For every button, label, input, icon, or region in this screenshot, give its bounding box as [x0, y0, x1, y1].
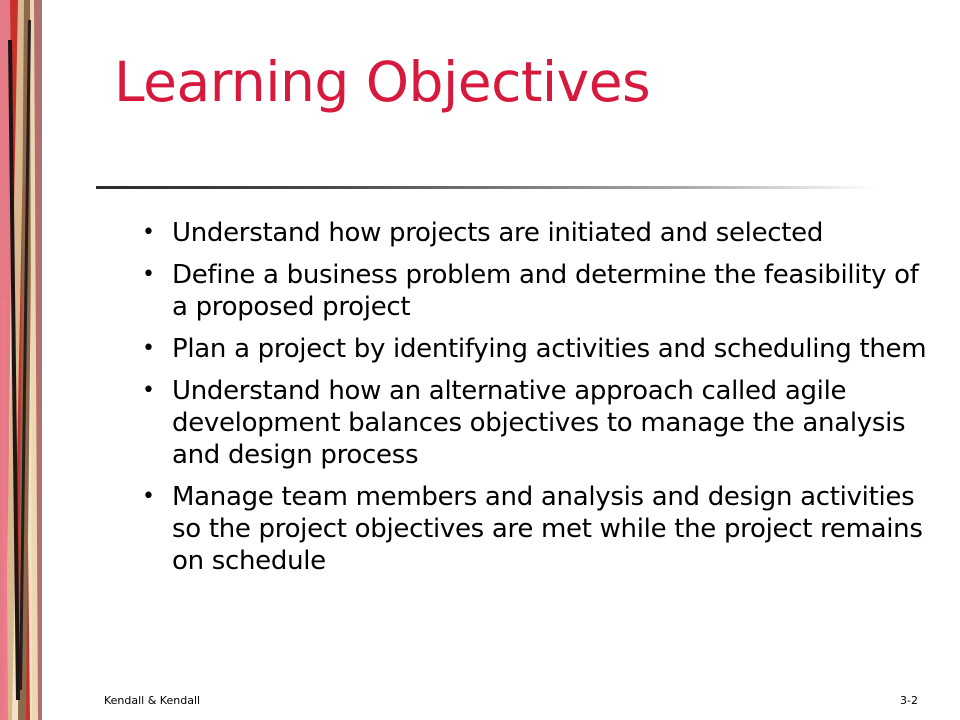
list-item: [140, 481, 930, 577]
bullet-icon: •: [142, 336, 155, 361]
slide-title: Learning Objectives: [114, 50, 651, 114]
bullet-icon: •: [142, 378, 155, 403]
slide-number: 3-2: [900, 694, 918, 707]
list-item: [140, 375, 930, 471]
list-item: [140, 333, 930, 365]
bullet-icon: •: [142, 262, 155, 287]
title-divider: [96, 186, 876, 189]
objectives-list: [140, 217, 930, 587]
list-item-text: Understand how an alternative approach called agile development balances objectives to manage the analysis and design process: [172, 376, 906, 470]
bullet-icon: •: [142, 220, 155, 245]
list-item-text: Understand how projects are initiated and selected: [172, 218, 824, 248]
list-item: [140, 259, 930, 323]
bullet-icon: •: [142, 484, 155, 509]
list-item-text: Plan a project by identifying activities and scheduling them: [172, 334, 927, 364]
list-item: [140, 217, 930, 249]
list-item-text: Define a business problem and determine the feasibility of a proposed project: [172, 260, 919, 322]
footer-author: Kendall & Kendall: [104, 694, 201, 707]
decorative-left-strip: [0, 0, 42, 720]
list-item-text: Manage team members and analysis and design activities so the project objectives are met while the project remains on schedule: [172, 482, 923, 576]
